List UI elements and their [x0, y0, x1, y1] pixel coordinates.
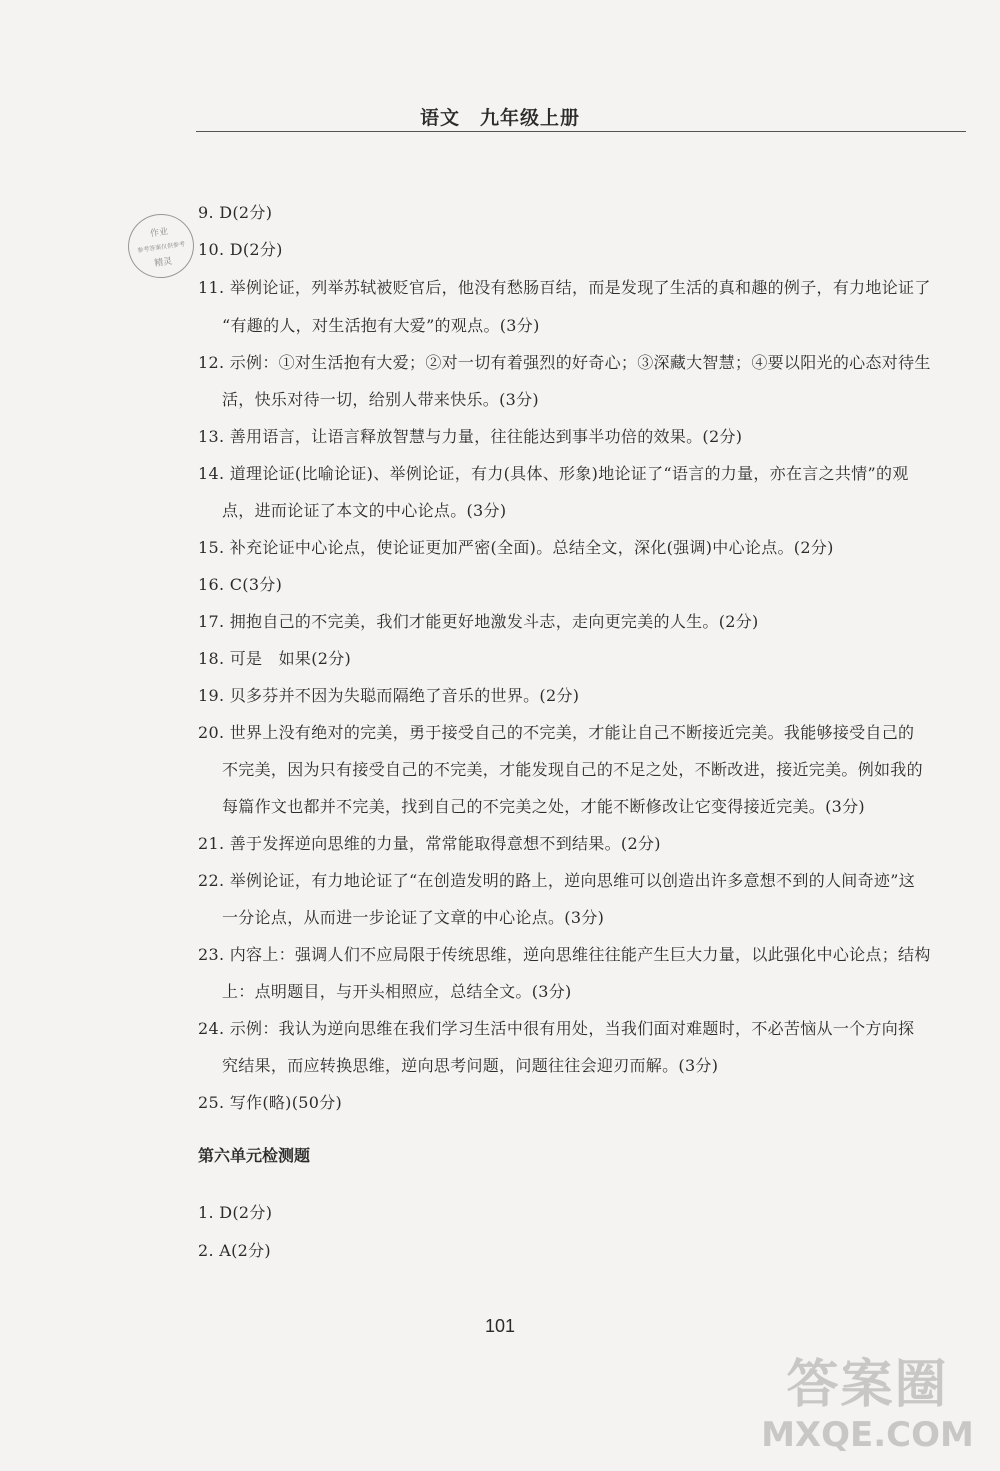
answer-12: 12. 示例：①对生活抱有大爱；②对一切有着强烈的好奇心；③深藏大智慧；④要以阳光的心态对待生 — [198, 353, 931, 372]
answer-18: 18. 可是 如果(2分) — [198, 649, 352, 668]
stamp-seal — [124, 210, 198, 283]
answer-12-cont: 活，快乐对待一切，给别人带来快乐。(3分) — [222, 390, 539, 409]
answer-19: 19. 贝多芬并不因为失聪而隔绝了音乐的世界。(2分) — [198, 686, 580, 705]
answer-22-cont: 一分论点，从而进一步论证了文章的中心论点。(3分) — [222, 908, 605, 927]
stamp-top-text: 作业 — [149, 226, 169, 240]
section-heading: 第六单元检测题 — [198, 1146, 311, 1165]
watermark-logo-text: 答案圈 — [786, 1355, 949, 1415]
section-answer-1: 1. D(2分) — [198, 1203, 273, 1222]
answer-20-cont: 不完美，因为只有接受自己的不完美，才能发现自己的不足之处，不断改进，接近完美。例如我的 — [222, 760, 923, 779]
watermark-url-text: MXQE.COM — [761, 1415, 974, 1455]
stamp-bottom-text: 精灵 — [153, 256, 173, 270]
answer-9: 9. D(2分) — [198, 203, 273, 222]
answer-20-cont2: 每篇作文也都并不完美，找到自己的不完美之处，才能不断修改让它变得接近完美。(3分) — [222, 797, 865, 816]
answer-23-cont: 上：点明题目，与开头相照应，总结全文。(3分) — [222, 982, 572, 1001]
answer-15: 15. 补充论证中心论点，使论证更加严密(全面)。总结全文，深化(强调)中心论点。(2分) — [198, 538, 834, 557]
answer-11: 11. 举例论证，列举苏轼被贬官后，他没有愁肠百结，而是发现了生活的真和趣的例子，有力地论证了 — [198, 278, 931, 297]
answer-25: 25. 写作(略)(50分) — [198, 1093, 343, 1112]
page-header-title: 语文 九年级上册 — [419, 107, 580, 129]
answer-21: 21. 善于发挥逆向思维的力量，常常能取得意想不到结果。(2分) — [198, 834, 661, 853]
page-number: 101 — [484, 1316, 516, 1336]
answer-17: 17. 拥抱自己的不完美，我们才能更好地激发斗志，走向更完美的人生。(2分) — [198, 612, 759, 631]
answer-23: 23. 内容上：强调人们不应局限于传统思维，逆向思维往往能产生巨大力量，以此强化中心论点；结构 — [198, 945, 931, 964]
answer-24: 24. 示例：我认为逆向思维在我们学习生活中很有用处，当我们面对难题时，不必苦恼从一个方向探 — [198, 1019, 915, 1038]
answer-24-cont: 究结果，而应转换思维，逆向思考问题，问题往往会迎刃而解。(3分) — [222, 1056, 719, 1075]
site-watermark — [755, 1355, 980, 1465]
answer-11-cont: “有趣的人，对生活抱有大爱”的观点。(3分) — [222, 316, 540, 335]
stamp-middle-text: 参考答案仅供参考 — [136, 240, 186, 255]
header-divider — [196, 131, 966, 132]
answer-16: 16. C(3分) — [198, 575, 283, 594]
answer-14-cont: 点，进而论证了本文的中心论点。(3分) — [222, 501, 507, 520]
answer-13: 13. 善用语言，让语言释放智慧与力量，往往能达到事半功倍的效果。(2分) — [198, 427, 743, 446]
answer-14: 14. 道理论证(比喻论证)、举例论证，有力(具体、形象)地论证了“语言的力量，亦在言之共情”的观 — [198, 464, 909, 483]
answer-10: 10. D(2分) — [198, 240, 283, 259]
section-answer-2: 2. A(2分) — [198, 1241, 271, 1260]
answer-22: 22. 举例论证，有力地论证了“在创造发明的路上，逆向思维可以创造出许多意想不到的人间奇迹”这 — [198, 871, 915, 890]
answer-20: 20. 世界上没有绝对的完美，勇于接受自己的不完美，才能让自己不断接近完美。我能够接受自己的 — [198, 723, 915, 742]
